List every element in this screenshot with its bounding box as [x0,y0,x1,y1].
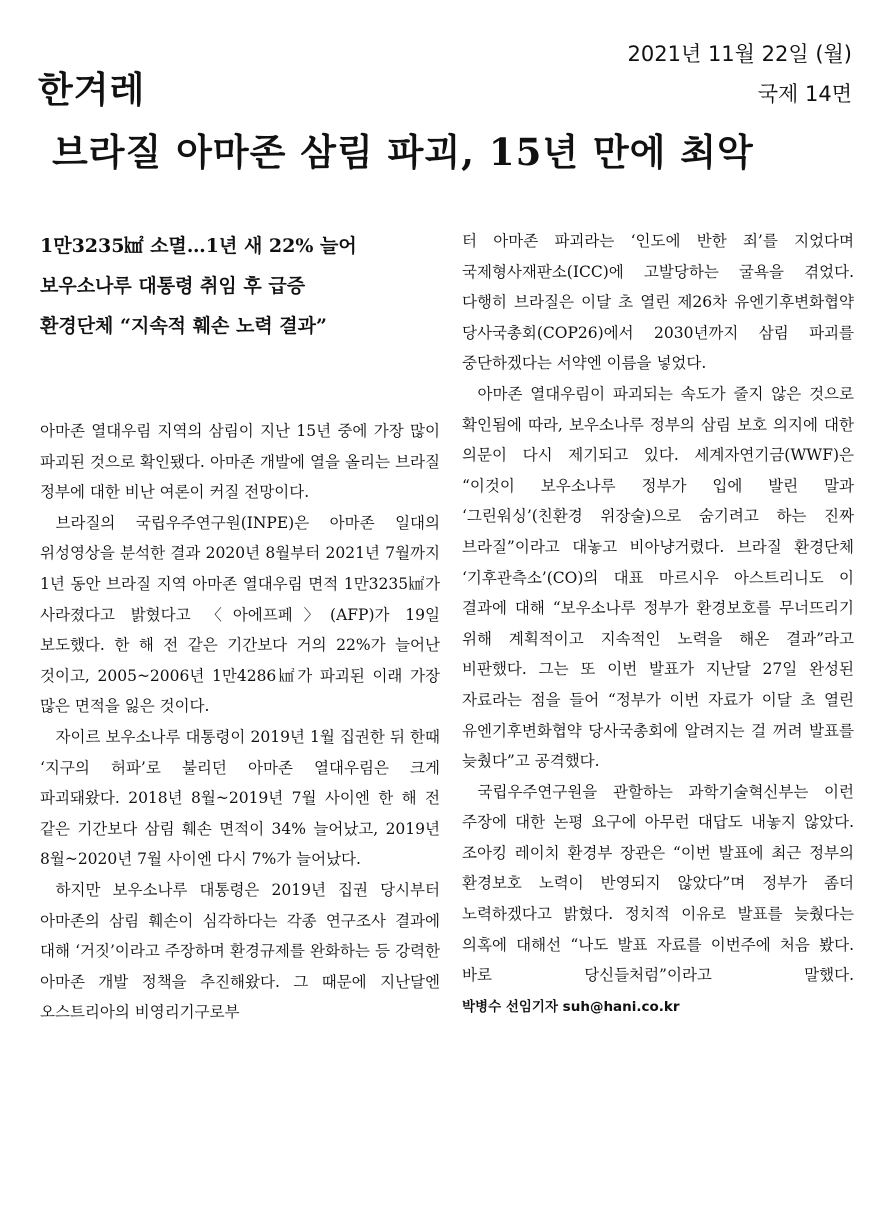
subheadline: 1만3235㎢ 소멸…1년 새 22% 늘어 [40,235,357,257]
left-column [40,226,440,1028]
paragraph: 자이르 보우소나루 대통령이 2019년 1월 집권한 뒤 한때 ‘지구의 허파’로 불리던 아마존 열대우림은 크게 파괴돼왔다. 2018년 8월~2019년 7월 사이엔 한 해 전 같은 기간보다 삼림 훼손 면적이 34% 늘어났고, 2019년 8월~2020년 7월 사이엔 다시 7%가 늘어났다. [40,727,440,869]
paragraph-text: 국립우주연구원을 관할하는 과학기술혁신부는 이런 주장에 대한 논평 요구에 아무런 대답도 내놓지 않았다. 조아킹 레이치 환경부 장관은 “이번 발표에 최근 정부의 환경보호 노력이 반영되지 않았다”며 정부가 좀더 노력하겠다고 밝혔다. 정치적 이유로 발표를 늦췄다는 의혹에 대해선 “나도 발표 자료를 이번주에 처음 봤다. 바로 당신들처럼”이라고 말했다. [462,782,854,985]
paragraph [462,777,854,1023]
subheadline-block [40,226,440,346]
paragraph: 터 아마존 파괴라는 ‘인도에 반한 죄’를 지었다며 국제형사재판소(ICC)에 고발당하는 굴욕을 겪었다. 다행히 브라질은 이달 초 열린 제26차 유엔기후변화협약 당사국총회(COP26)에서 2030년까지 삼림 파괴를 중단하겠다는 서약엔 이름을 넣었다. [462,232,854,373]
subheadline: 보우소나루 대통령 취임 후 급증 [40,275,306,297]
publication-date: 2021년 11월 22일 (월) [627,42,852,66]
body-text-left [40,416,440,1028]
paragraph: 아마존 열대우림 지역의 삼림이 지난 15년 중에 가장 많이 파괴된 것으로 확인됐다. 아마존 개발에 열을 올리는 브라질 정부에 대한 비난 여론이 커질 전망이다. [40,422,440,502]
subheadline: 환경단체 “지속적 훼손 노력 결과” [40,315,327,337]
byline: 박병수 선임기자 suh@hani.co.kr [462,998,680,1015]
paragraph: 하지만 보우소나루 대통령은 2019년 집권 당시부터 아마존의 삼림 훼손이 심각하다는 각종 연구조사 결과에 대해 ‘거짓’이라고 주장하며 환경규제를 완화하는 등 강력한 아마존 개발 정책을 추진해왔다. 그 때문에 지난달엔 오스트리아의 비영리기구로부 [40,880,440,1022]
paragraph: 브라질의 국립우주연구원(INPE)은 아마존 일대의 위성영상을 분석한 결과 2020년 8월부터 2021년 7월까지 1년 동안 브라질 지역 아마존 열대우림 면적 1만3235㎢가 사라졌다고 밝혔다고 〈아에프페〉(AFP)가 19일 보도했다. 한 해 전 같은 기간보다 거의 22%가 늘어난 것이고, 2005~2006년 1만4286㎢가 파괴된 이래 가장 많은 면적을 잃은 것이다. [40,513,440,716]
body-text-right [462,226,854,1022]
right-column [462,226,854,1022]
article-headline: 브라질 아마존 삼림 파괴, 15년 만에 최악 [52,130,754,174]
paragraph: 아마존 열대우림이 파괴되는 속도가 줄지 않은 것으로 확인됨에 따라, 보우소나루 정부의 삼림 보호 의지에 대한 의문이 다시 제기되고 있다. 세계자연기금(WWF)은 “이것이 보우소나루 정부가 입에 발린 말과 ‘그린워싱’(친환경 위장술)으로 숨기려고 하는 진짜 브라질”이라고 대놓고 비아냥거렸다. 브라질 환경단체 ‘기후관측소’(CO)의 대표 마르시우 아스트리니도 이 결과에 대해 “보우소나루 정부가 환경보호를 무너뜨리기 위해 계획적이고 지속적인 노력을 해온 결과”라고 비판했다. 그는 또 이번 발표가 지난달 27일 완성된 자료라는 점을 들어 “정부가 이번 자료가 이달 초 열린 유엔기후변화협약 당사국총회에 알려지는 걸 꺼려 발표를 늦췄다”고 공격했다. [462,384,854,771]
newspaper-logo: 한겨레 [38,70,146,111]
section-page: 국제 14면 [757,82,852,106]
